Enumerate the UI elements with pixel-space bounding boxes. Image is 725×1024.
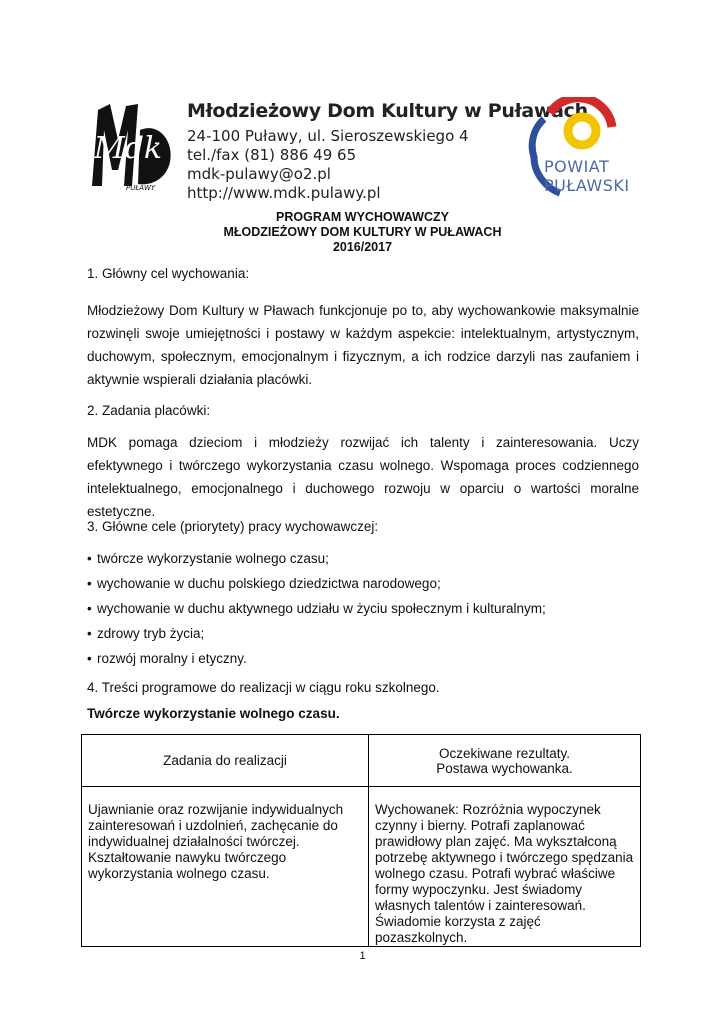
list-item <box>87 596 546 621</box>
powiat-line1: POWIAT <box>544 157 610 176</box>
title-line3: 2016/2017 <box>332 240 393 254</box>
table-header-tasks <box>82 735 369 787</box>
logo-text: Mdk <box>94 131 163 166</box>
list-item <box>87 646 546 671</box>
header-tasks-label: Zadania do realizacji <box>163 753 287 768</box>
table-header-row <box>82 735 641 787</box>
email: mdk-pulawy@o2.pl <box>187 165 331 183</box>
section1-paragraph: Młodzieżowy Dom Kultury w Pławach funkcjonuje po to, aby wychowankowie maksymalnie rozwinęli swoje umiejętności i postawy w każdym aspekcie: intelektualnym, artystycznym, duchowym, społecznym, emocjonalnym i fizycznym, a ich rodzice darzyli nas zaufaniem i aktywnie wspierali działania placówki. <box>87 303 639 387</box>
list-item <box>87 571 546 596</box>
list-item-text: twórcze wykorzystanie wolnego czasu; <box>97 551 329 566</box>
logo-subtext: PUŁAWY <box>126 184 156 192</box>
list-item-text: wychowanie w duchu aktywnego udziału w życiu społecznym i kulturalnym; <box>97 601 546 616</box>
header-results-line1: Oczekiwane rezultaty. <box>438 745 571 761</box>
letterhead <box>88 97 648 202</box>
section1-heading: 1. Główny cel wychowania: <box>87 266 250 281</box>
bullet-icon: • <box>87 651 92 666</box>
section2-body <box>87 431 639 523</box>
header-results-line2: Postawa wychowanka. <box>436 760 573 776</box>
bullet-icon: • <box>87 626 92 641</box>
address: 24-100 Puławy, ul. Sieroszewskiego 4 <box>187 127 469 145</box>
program-table <box>81 734 641 947</box>
list-item-text: wychowanie w duchu polskiego dziedzictwa narodowego; <box>97 576 441 591</box>
title-line2: MŁODZIEŻOWY DOM KULTURY W PUŁAWACH <box>223 225 502 239</box>
table-cell-task: Ujawnianie oraz rozwijanie indywidualnych zainteresowań i uzdolnień, zachęcanie do indywidualnej działalności twórczej. Kształtowanie nawyku twórczego wykorzystania wolnego czasu. <box>82 787 369 947</box>
table-cell-result: Wychowanek: Rozróżnia wypoczynek czynny i bierny. Potrafi zaplanować prawidłowy plan zajęć. Ma wykształconą potrzebę aktywnego i twórczego spędzania wolnego czasu. Potrafi wybrać właściwe formy wypoczynku. Jest świadomy własnych talentów i zainteresowań. Świadomie korzysta z zajęć pozaszkolnych. <box>369 787 641 947</box>
priorities-list <box>87 546 546 671</box>
bullet-icon: • <box>87 601 92 616</box>
table-header-results <box>369 735 641 787</box>
title-line1: PROGRAM WYCHOWAWCZY <box>276 210 449 224</box>
powiat-line2: PUŁAWSKI <box>544 176 630 195</box>
bullet-icon: • <box>87 576 92 591</box>
section4-heading: 4. Treści programowe do realizacji w ciągu roku szkolnego. <box>87 680 440 695</box>
section3-heading: 3. Główne cele (priorytety) pracy wychowawczej: <box>87 519 379 534</box>
list-item-text: zdrowy tryb życia; <box>97 626 205 641</box>
section4-subheading-block <box>87 706 639 721</box>
document-title <box>0 210 725 255</box>
section2-heading-block <box>87 403 639 418</box>
website: http://www.mdk.pulawy.pl <box>187 184 381 202</box>
list-item <box>87 546 546 571</box>
section2-heading: 2. Zadania placówki: <box>87 403 211 418</box>
list-item-text: rozwój moralny i etyczny. <box>97 651 247 666</box>
mdk-logo <box>88 100 180 192</box>
section1-heading-block <box>87 266 639 281</box>
powiat-text <box>544 157 630 195</box>
bullet-icon: • <box>87 551 92 566</box>
section1-body <box>87 299 639 391</box>
section2-paragraph: MDK pomaga dzieciom i młodzieży rozwijać ich talenty i zainteresowania. Uczy efektywnego i twórczego wykorzystania czasu wolnego. Wspomaga proces codziennego intelektualnego, emocjonalnego i duchowego rozwoju w oparciu o wartości moralne estetyczne. <box>87 435 639 519</box>
org-name: Młodzieżowy Dom Kultury w Puławach <box>187 100 588 122</box>
section4-heading-block <box>87 680 639 695</box>
page-number: 1 <box>359 950 366 962</box>
list-item <box>87 621 546 646</box>
section3-heading-block <box>87 519 639 534</box>
phone: tel./fax (81) 886 49 65 <box>187 146 357 164</box>
section4-subheading: Twórcze wykorzystanie wolnego czasu. <box>87 706 340 721</box>
table-row <box>82 787 641 947</box>
